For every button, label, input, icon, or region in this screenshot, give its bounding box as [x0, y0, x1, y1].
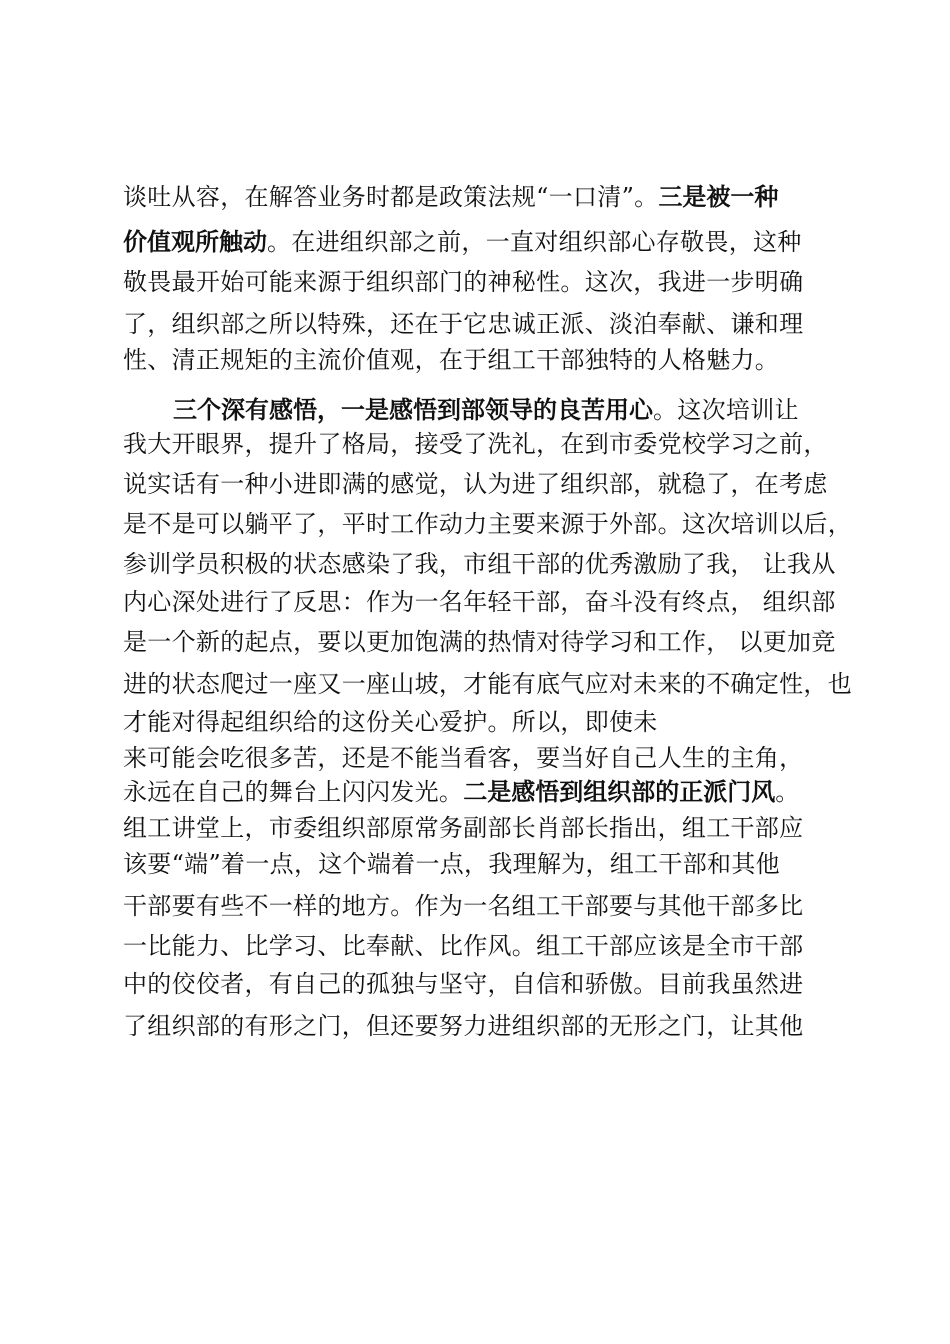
bold-heading-segment: 三个深有感悟，一是感悟到部领导的良苦用心	[173, 396, 653, 424]
text-line-4	[123, 310, 803, 338]
text-segment: 。在进组织部之前，一直对组织部心存敬畏，这种	[267, 228, 802, 256]
text-line-16	[123, 778, 800, 806]
text-segment: 内心深处进行了反思：作为一名年轻干部，奋斗没有终点， 组织部	[123, 588, 836, 616]
text-line-3	[123, 268, 803, 296]
text-line-7	[123, 430, 828, 458]
text-segment: 来可能会吃很多苦，还是不能当看客，要当好自己人生的主角，	[123, 744, 804, 772]
text-segment: 中的佼佼者，有自己的孤独与坚守，自信和骄傲。目前我虽然进	[123, 970, 804, 998]
text-line-21	[123, 970, 803, 998]
text-segment: 进的状态爬过一座又一座山坡，才能有底气应对未来的不确定性，也	[123, 670, 852, 698]
text-line-1	[123, 183, 778, 211]
text-segment: 才能对得起组织给的这份关心爱护。所以，即使未	[123, 708, 658, 736]
text-segment: 说实话有一种小进即满的感觉，认为进了组织部，就稳了，在考虑	[123, 470, 828, 498]
text-line-2	[123, 228, 802, 256]
text-segment: 该要“端”着一点，这个端着一点，我理解为，组工干部和其他	[123, 850, 780, 878]
text-line-13	[123, 670, 852, 698]
text-line-12	[123, 628, 836, 656]
text-line-20	[123, 932, 803, 960]
text-line-10	[123, 550, 836, 578]
text-line-19	[123, 892, 803, 920]
text-line-14	[123, 708, 658, 736]
text-line-17	[123, 814, 803, 842]
text-segment: 干部要有些不一样的地方。作为一名组工干部要与其他干部多比	[123, 892, 804, 920]
text-segment: 敬畏最开始可能来源于组织部门的神秘性。这次，我进一步明确	[123, 268, 804, 296]
text-segment: 是不是可以躺平了，平时工作动力主要来源于外部。这次培训以后，	[123, 510, 852, 538]
text-line-8	[123, 470, 828, 498]
text-segment: 我大开眼界，提升了格局，接受了洗礼，在到市委党校学习之前，	[123, 430, 828, 458]
text-segment: 永远在自己的舞台上闪闪发光。	[123, 778, 464, 806]
bold-heading-segment: 三是被一种	[658, 183, 779, 211]
text-segment: 参训学员积极的状态感染了我，市组干部的优秀激励了我， 让我从	[123, 550, 836, 578]
text-segment: 性、清正规矩的主流价值观，在于组工干部独特的人格魅力。	[123, 346, 780, 374]
text-line-6	[173, 396, 799, 424]
text-segment: 了组织部的有形之门，但还要努力进组织部的无形之门，让其他	[123, 1012, 804, 1040]
text-line-5	[123, 346, 779, 374]
text-segment: 了，组织部之所以特殊，还在于它忠诚正派、淡泊奉献、谦和理	[123, 310, 804, 338]
text-line-15	[123, 744, 803, 772]
text-segment: 谈吐从容，在解答业务时都是政策法规“一口清”。	[123, 183, 659, 211]
bold-heading-segment: 二是感悟到组织部的正派门风	[463, 778, 776, 806]
text-segment: 。这次培训让	[653, 396, 799, 424]
text-line-11	[123, 588, 836, 616]
bold-heading-segment: 价值观所触动	[123, 228, 267, 256]
text-segment: 组工讲堂上，市委组织部原常务副部长肖部长指出，组工干部应	[123, 814, 804, 842]
text-line-18	[123, 850, 780, 878]
text-segment: 一比能力、比学习、比奉献、比作风。组工干部应该是全市干部	[123, 932, 804, 960]
text-segment: 是一个新的起点，要以更加饱满的热情对待学习和工作， 以更加竞	[123, 628, 836, 656]
text-segment: 。	[775, 778, 800, 806]
text-line-22	[123, 1012, 803, 1040]
text-line-9	[123, 510, 852, 538]
